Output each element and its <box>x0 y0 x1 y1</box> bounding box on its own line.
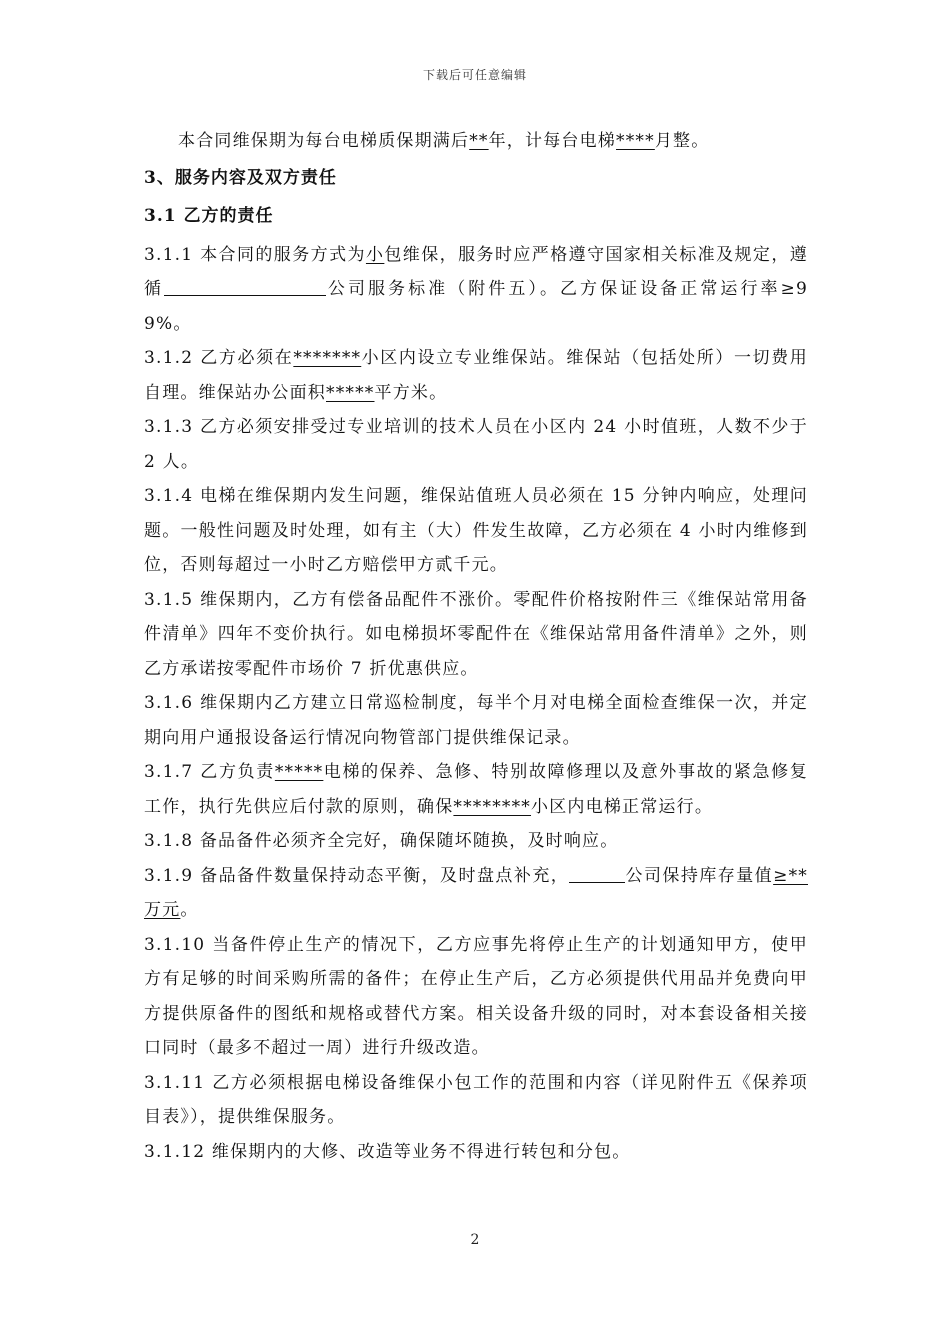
section-heading-3: 3、服务内容及双方责任 <box>144 167 337 188</box>
clause-3-1-7 <box>144 755 808 824</box>
clause-3-1-11: 3.1.11 乙方必须根据电梯设备维保小包工作的范围和内容（详见附件五《保养项目表》），提供维保服务。 <box>144 1072 808 1127</box>
text-run: 公司保持库存量值 <box>625 865 774 886</box>
clause-3-1-10: 3.1.10 当备件停止生产的情况下，乙方应事先将停止生产的计划通知甲方，使甲方有足够的时间采购所需的备件；在停止生产后，乙方必须提供代用品并免费向甲方提供原备件的图纸和规格或替代方案。相关设备升级的同时，对本套设备相关接口同时（最多不超过一周）进行升级改造。 <box>144 934 808 1058</box>
text-run: 包维保，服务时应严格遵守国家相关标准及规定，遵循 <box>144 244 808 299</box>
text-run: 小区内电梯正常运行。 <box>531 796 714 817</box>
underlined-text: ≥**万元 <box>144 865 808 920</box>
clause-3-1-5: 3.1.5 维保期内，乙方有偿备品配件不涨价。零配件价格按附件三《维保站常用备件清单》四年不变价执行。如电梯损坏零配件在《维保站常用备件清单》之外，则乙方承诺按零配件市场价 7 折优惠供应。 <box>144 589 808 679</box>
blank-fill-line <box>164 273 326 296</box>
clause-3-1-6: 3.1.6 维保期内乙方建立日常巡检制度，每半个月对电梯全面检查维保一次，并定期向用户通报设备运行情况向物管部门提供维保记录。 <box>144 693 808 748</box>
clause-3-1-2 <box>144 341 808 410</box>
underlined-placeholder: ** <box>469 131 489 151</box>
clause-3-1-8: 3.1.8 备品备件必须齐全完好，确保随坏随换，及时响应。 <box>144 831 619 851</box>
underlined-text: 小 <box>365 244 385 265</box>
text-run: 3.1.7 乙方负责 <box>144 762 275 782</box>
clause-3-1-9 <box>144 859 808 928</box>
paragraph-maintenance-period <box>144 124 808 159</box>
clause-3-1-3: 3.1.3 乙方必须安排受过专业培训的技术人员在小区内 24 小时值班，人数不少于 2 人。 <box>144 417 808 472</box>
clause-3-1-12: 3.1.12 维保期内的大修、改造等业务不得进行转包和分包。 <box>144 1141 631 1162</box>
document-body <box>144 124 808 1169</box>
page-number: 2 <box>470 1232 480 1248</box>
text-run: 小区内设立专业维保站。维保站（包括处所）一切费用自理。维保站办公面积 <box>144 348 808 403</box>
text-run: 。 <box>180 900 199 920</box>
underlined-placeholder: **** <box>616 131 655 151</box>
blank-fill-line <box>569 860 625 883</box>
underlined-placeholder: ***** <box>274 762 324 782</box>
text-run: 3.1.1 本合同的服务方式为 <box>144 244 366 265</box>
text-run: 电梯的保养、急修、特别故障修理以及意外事故的紧急修复工作，执行先供应后付款的原则，确保 <box>144 762 808 817</box>
text-run: 公司服务标准（附件五）。乙方保证设备正常运行率≥99%。 <box>144 279 809 334</box>
underlined-placeholder: ******** <box>453 796 532 817</box>
header-note: 下载后可任意编辑 <box>422 68 527 82</box>
text-run: 年，计每台电梯 <box>488 131 617 151</box>
text-run: 3.1.2 乙方必须在 <box>144 348 294 368</box>
section-heading-3-1: 3.1 乙方的责任 <box>144 206 274 226</box>
text-run: 平方米。 <box>374 382 448 403</box>
text-run: 月整。 <box>654 131 710 151</box>
clause-3-1-4: 3.1.4 电梯在维保期内发生问题，维保站值班人员必须在 15 分钟内响应，处理问题。一般性问题及时处理，如有主（大）件发生故障，乙方必须在 4 小时内维修到位，否则每超过一小时乙方赔偿甲方贰千元。 <box>144 486 808 575</box>
clause-3-1-1 <box>144 238 808 342</box>
underlined-placeholder: ******* <box>293 348 362 368</box>
text-run: 本合同维保期为每台电梯质保期满后 <box>178 131 470 151</box>
underlined-placeholder: ***** <box>326 382 375 403</box>
text-run: 3.1.9 备品备件数量保持动态平衡，及时盘点补充， <box>144 865 570 886</box>
